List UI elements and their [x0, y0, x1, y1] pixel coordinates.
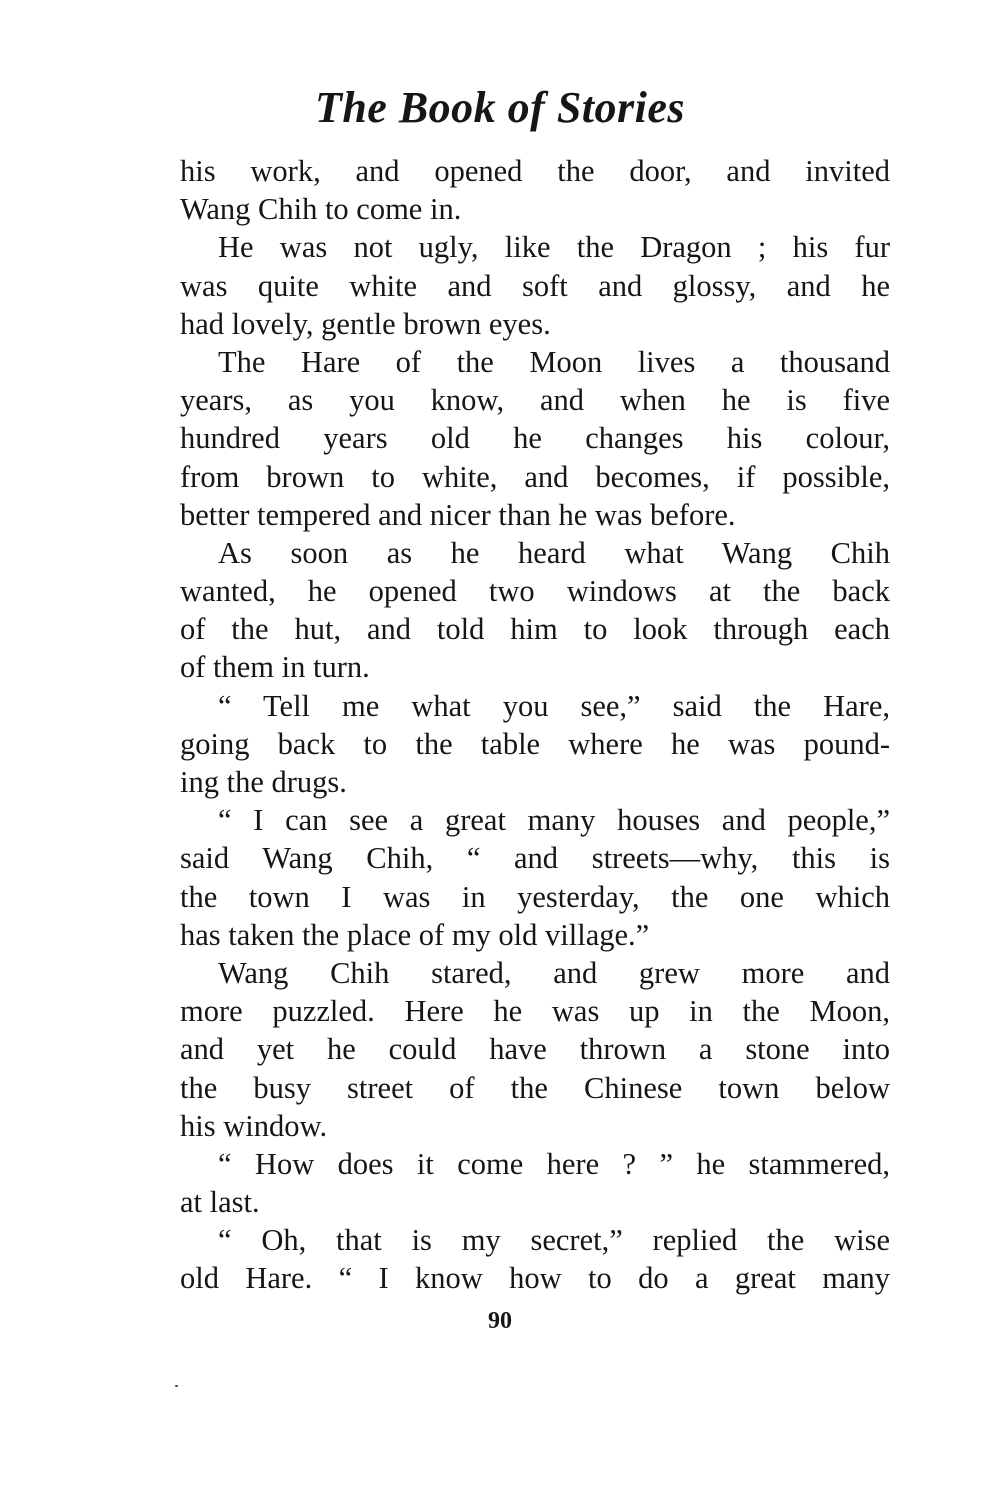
body-text — [180, 152, 890, 1298]
text-line: “ Oh, that is my secret,” replied the wise — [218, 1223, 890, 1258]
text-line: The Hare of the Moon lives a thousand — [218, 344, 890, 379]
text-line: at last. — [180, 1185, 260, 1220]
text-line: more puzzled. Here he was up in the Moon, — [180, 994, 890, 1029]
text-line: hundred years old he changes his colour, — [180, 421, 890, 456]
text-line: was quite white and soft and glossy, and he — [180, 268, 890, 303]
text-line: of them in turn. — [180, 650, 370, 685]
text-line: better tempered and nicer than he was before. — [180, 497, 736, 532]
text-line: of the hut, and told him to look through each — [180, 612, 890, 647]
text-line: As soon as he heard what Wang Chih — [218, 535, 890, 570]
text-line: He was not ugly, like the Dragon ; his fur — [218, 230, 890, 265]
text-line: the busy street of the Chinese town below — [180, 1070, 890, 1105]
text-line: from brown to white, and becomes, if possible, — [180, 459, 890, 494]
text-line: Wang Chih stared, and grew more and — [218, 955, 890, 990]
paper-speck — [175, 1385, 178, 1387]
page-number: 90 — [488, 1308, 512, 1334]
text-line: “ Tell me what you see,” said the Hare, — [218, 688, 890, 723]
text-line: his work, and opened the door, and invited — [180, 154, 890, 188]
text-line: old Hare. “ I know how to do a great many — [180, 1261, 890, 1296]
running-title: The Book of Stories — [314, 83, 686, 132]
text-line: his window. — [180, 1108, 328, 1143]
text-line: has taken the place of my old village.” — [180, 917, 650, 952]
text-line: years, as you know, and when he is five — [180, 383, 890, 418]
text-line: ing the drugs. — [180, 765, 347, 799]
text-line: had lovely, gentle brown eyes. — [180, 306, 551, 341]
text-line: Wang Chih to come in. — [180, 192, 462, 227]
text-line: going back to the table where he was pound- — [180, 726, 890, 761]
text-line: “ How does it come here ? ” he stammered, — [218, 1146, 890, 1181]
text-line: “ I can see a great many houses and people,” — [218, 803, 890, 838]
text-line: said Wang Chih, “ and streets—why, this is — [180, 841, 890, 876]
text-line: and yet he could have thrown a stone into — [180, 1032, 890, 1067]
text-line: the town I was in yesterday, the one which — [180, 879, 890, 914]
text-line: wanted, he opened two windows at the back — [180, 574, 890, 609]
